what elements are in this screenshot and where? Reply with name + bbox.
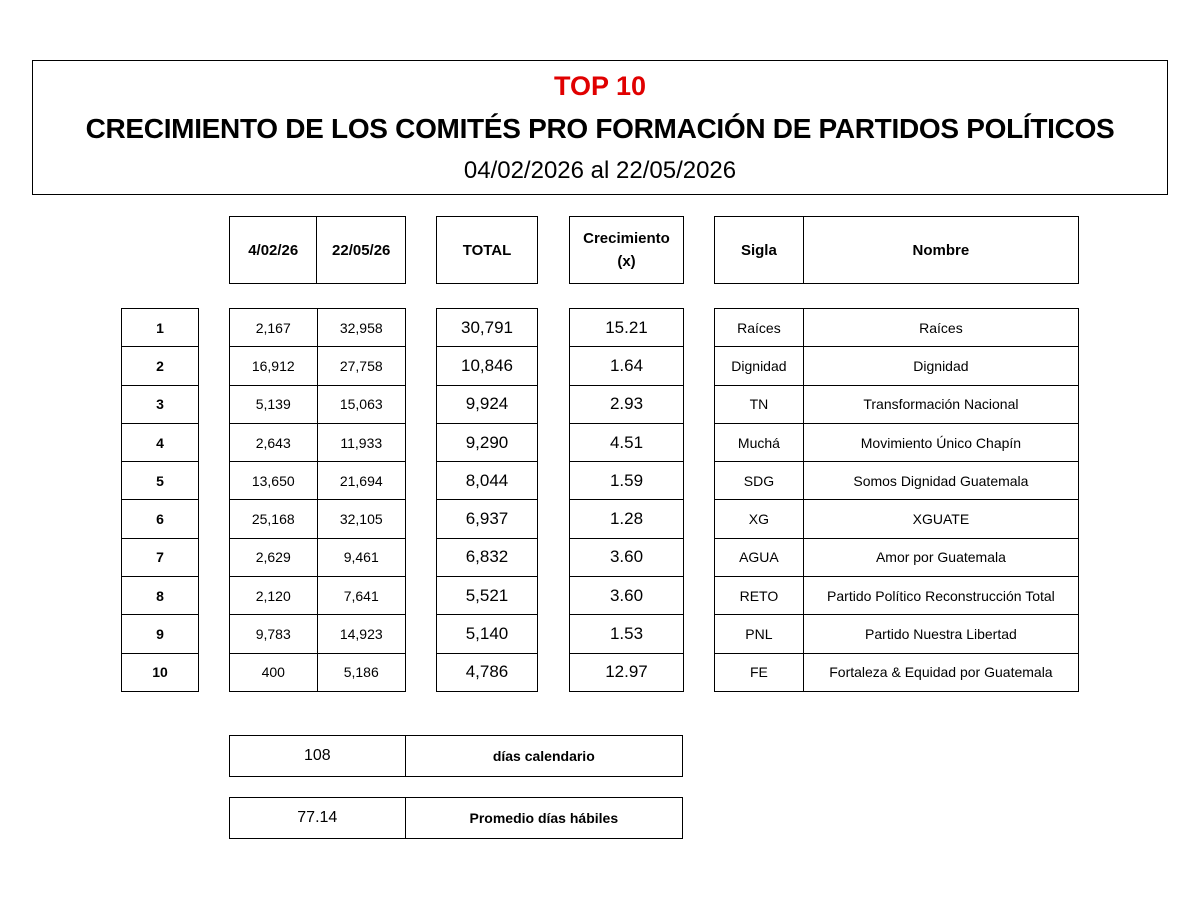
- table-row: [230, 347, 406, 385]
- sigla-cell: Dignidad: [715, 347, 804, 385]
- days-label: días calendario: [405, 736, 682, 777]
- table-row: [437, 653, 538, 691]
- table-row: [122, 462, 199, 500]
- nombre-cell: Somos Dignidad Guatemala: [803, 462, 1078, 500]
- growth-cell: 2.93: [570, 385, 684, 423]
- table-row: [122, 577, 199, 615]
- table-row: [437, 577, 538, 615]
- date2-cell: 27,758: [317, 347, 406, 385]
- table-row: [715, 653, 1079, 691]
- table-row: [122, 309, 199, 347]
- growth-header-line2: (x): [617, 253, 636, 270]
- table-row: [570, 653, 684, 691]
- table-row: [230, 615, 406, 653]
- growth-cell: 1.59: [570, 462, 684, 500]
- table-row: [122, 347, 199, 385]
- growth-header-line1: Crecimiento: [583, 230, 670, 247]
- rank-cell: 1: [122, 309, 199, 347]
- date2-cell: 14,923: [317, 615, 406, 653]
- rank-cell: 7: [122, 538, 199, 576]
- date1-cell: 400: [230, 653, 318, 691]
- sigla-cell: PNL: [715, 615, 804, 653]
- table-row: [230, 577, 406, 615]
- date1-cell: 2,629: [230, 538, 318, 576]
- total-cell: 9,290: [437, 423, 538, 461]
- rank-cell: 3: [122, 385, 199, 423]
- growth-cell: 12.97: [570, 653, 684, 691]
- sigla-cell: SDG: [715, 462, 804, 500]
- table-row: [570, 347, 684, 385]
- table-row: [437, 462, 538, 500]
- date-range: 04/02/2026 al 22/05/2026: [463, 157, 737, 184]
- date2-cell: 32,958: [317, 309, 406, 347]
- sigla-cell: Raíces: [715, 309, 804, 347]
- date1-cell: 16,912: [230, 347, 318, 385]
- table-row: [230, 385, 406, 423]
- sigla-cell: TN: [715, 385, 804, 423]
- total-cell: 6,937: [437, 500, 538, 538]
- nombre-cell: XGUATE: [803, 500, 1078, 538]
- table-row: [570, 577, 684, 615]
- avg-value: 77.14: [230, 798, 406, 839]
- table-row: [570, 500, 684, 538]
- table-row: [715, 538, 1079, 576]
- date1-cell: 2,167: [230, 309, 318, 347]
- date1-cell: 9,783: [230, 615, 318, 653]
- date2-cell: 21,694: [317, 462, 406, 500]
- col-total-header: TOTAL: [437, 217, 538, 284]
- table-row: [715, 423, 1079, 461]
- date2-cell: 15,063: [317, 385, 406, 423]
- table-row: [122, 423, 199, 461]
- growth-cell: 1.53: [570, 615, 684, 653]
- growth-cell: 15.21: [570, 309, 684, 347]
- date2-cell: 9,461: [317, 538, 406, 576]
- date1-cell: 25,168: [230, 500, 318, 538]
- table-row: [230, 653, 406, 691]
- rank-cell: 5: [122, 462, 199, 500]
- rank-cell: 6: [122, 500, 199, 538]
- total-cell: 30,791: [437, 309, 538, 347]
- table-row: [570, 462, 684, 500]
- report-title: CRECIMIENTO DE LOS COMITÉS PRO FORMACIÓN DE PARTIDOS POLÍTICOS: [85, 113, 1115, 144]
- sigla-cell: FE: [715, 653, 804, 691]
- sigla-cell: AGUA: [715, 538, 804, 576]
- growth-header: [569, 216, 684, 284]
- rank-cell: 2: [122, 347, 199, 385]
- sigla-cell: XG: [715, 500, 804, 538]
- party-table: [714, 308, 1079, 692]
- table-row: [570, 385, 684, 423]
- table-row: [570, 615, 684, 653]
- nombre-cell: Movimiento Único Chapín: [803, 423, 1078, 461]
- growth-cell: 3.60: [570, 577, 684, 615]
- growth-cell: 3.60: [570, 538, 684, 576]
- nombre-cell: Dignidad: [803, 347, 1078, 385]
- date1-cell: 2,120: [230, 577, 318, 615]
- table-row: [230, 423, 406, 461]
- rank-cell: 8: [122, 577, 199, 615]
- table-row: [437, 347, 538, 385]
- table-row: [230, 538, 406, 576]
- table-row: [437, 309, 538, 347]
- dates-header: [229, 216, 406, 284]
- col-sigla-header: Sigla: [715, 217, 804, 284]
- table-row: [715, 462, 1079, 500]
- growth-table: [569, 308, 684, 692]
- sigla-cell: RETO: [715, 577, 804, 615]
- col-date2-header: 22/05/26: [317, 217, 406, 284]
- table-row: [715, 347, 1079, 385]
- table-row: [122, 500, 199, 538]
- nombre-cell: Fortaleza & Equidad por Guatemala: [803, 653, 1078, 691]
- table-row: [437, 500, 538, 538]
- table-row: [715, 309, 1079, 347]
- nombre-cell: Partido Político Reconstrucción Total: [803, 577, 1078, 615]
- party-header: [714, 216, 1079, 284]
- table-row: [230, 309, 406, 347]
- days-value: 108: [230, 736, 406, 777]
- date2-cell: 5,186: [317, 653, 406, 691]
- table-row: [230, 462, 406, 500]
- top10-label: TOP 10: [553, 71, 647, 101]
- total-header: [436, 216, 538, 284]
- table-row: [570, 538, 684, 576]
- total-cell: 5,140: [437, 615, 538, 653]
- table-row: [230, 500, 406, 538]
- nombre-cell: Amor por Guatemala: [803, 538, 1078, 576]
- col-date1-header: 4/02/26: [230, 217, 317, 284]
- table-row: [437, 615, 538, 653]
- table-row: [437, 423, 538, 461]
- total-table: [436, 308, 538, 692]
- table-row: [122, 385, 199, 423]
- table-row: [715, 500, 1079, 538]
- table-row: [122, 653, 199, 691]
- col-nombre-header: Nombre: [803, 217, 1078, 284]
- avg-summary: [229, 797, 683, 839]
- date1-cell: 2,643: [230, 423, 318, 461]
- nombre-cell: Raíces: [803, 309, 1078, 347]
- sigla-cell: Muchá: [715, 423, 804, 461]
- report-header: [32, 60, 1168, 195]
- growth-cell: 1.64: [570, 347, 684, 385]
- rank-cell: 4: [122, 423, 199, 461]
- table-row: [715, 385, 1079, 423]
- total-cell: 4,786: [437, 653, 538, 691]
- total-cell: 6,832: [437, 538, 538, 576]
- date2-cell: 32,105: [317, 500, 406, 538]
- date2-cell: 11,933: [317, 423, 406, 461]
- date2-cell: 7,641: [317, 577, 406, 615]
- col-growth-header: [570, 217, 684, 284]
- total-cell: 8,044: [437, 462, 538, 500]
- table-row: [715, 577, 1079, 615]
- table-row: [437, 385, 538, 423]
- rank-table: [121, 308, 199, 692]
- table-row: [570, 423, 684, 461]
- dates-table: [229, 308, 406, 692]
- table-row: [715, 615, 1079, 653]
- date1-cell: 13,650: [230, 462, 318, 500]
- date1-cell: 5,139: [230, 385, 318, 423]
- table-row: [437, 538, 538, 576]
- avg-label: Promedio días hábiles: [405, 798, 682, 839]
- rank-cell: 9: [122, 615, 199, 653]
- nombre-cell: Transformación Nacional: [803, 385, 1078, 423]
- table-row: [122, 538, 199, 576]
- total-cell: 10,846: [437, 347, 538, 385]
- table-row: [570, 309, 684, 347]
- total-cell: 9,924: [437, 385, 538, 423]
- table-row: [122, 615, 199, 653]
- nombre-cell: Partido Nuestra Libertad: [803, 615, 1078, 653]
- days-summary: [229, 735, 683, 777]
- growth-cell: 4.51: [570, 423, 684, 461]
- rank-cell: 10: [122, 653, 199, 691]
- growth-cell: 1.28: [570, 500, 684, 538]
- total-cell: 5,521: [437, 577, 538, 615]
